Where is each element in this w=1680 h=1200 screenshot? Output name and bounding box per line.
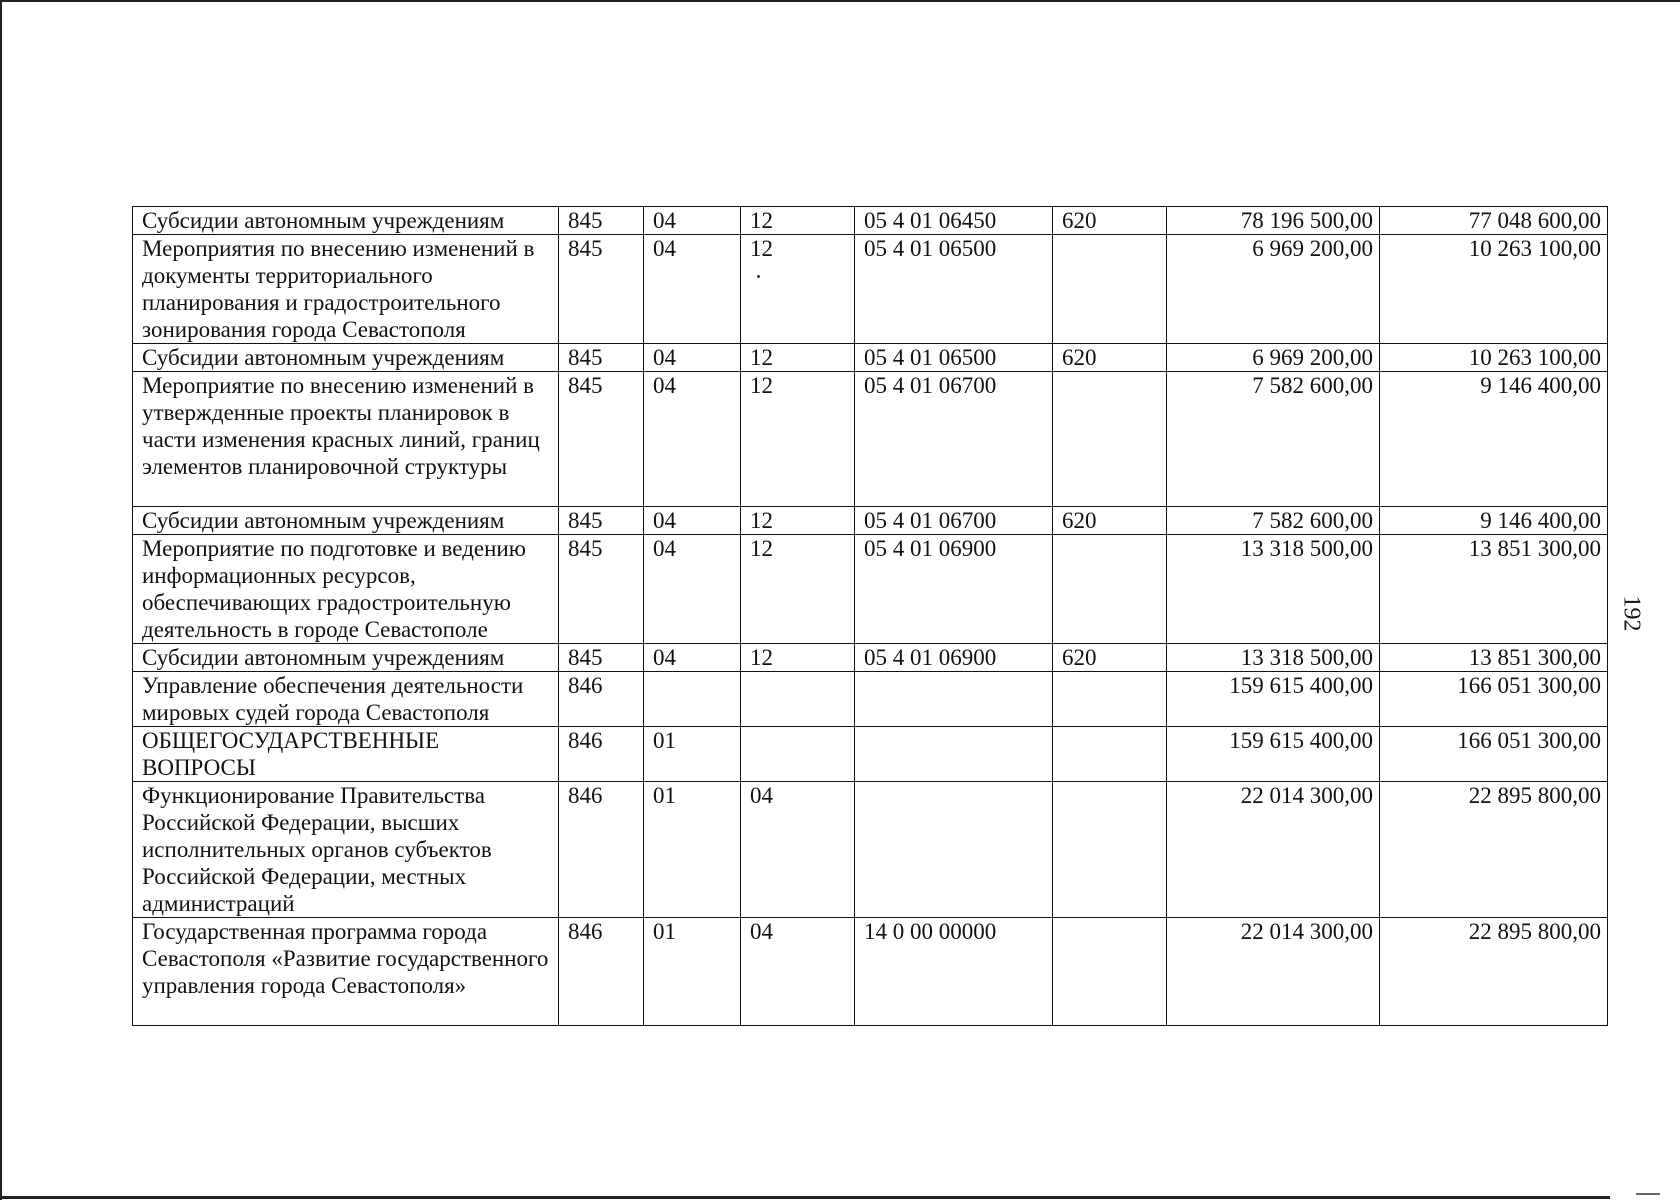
cell-sum2: 22 895 800,00: [1380, 918, 1608, 1026]
cell-sum2: 166 051 300,00: [1380, 672, 1608, 727]
table-row: [133, 727, 1608, 782]
cell-vr: [1053, 727, 1167, 782]
cell-name: Субсидии автономным учреждениям: [133, 207, 559, 235]
cell-sum1: 7 582 600,00: [1167, 507, 1380, 535]
cell-ved: 846: [559, 782, 644, 918]
cell-csr: 14 0 00 00000: [855, 918, 1053, 1026]
cell-pr: 12: [741, 207, 855, 235]
cell-ved: 845: [559, 235, 644, 344]
cell-sum2: 9 146 400,00: [1380, 507, 1608, 535]
cell-pr: 12: [741, 344, 855, 372]
cell-rz: 04: [644, 507, 741, 535]
cell-pr: 12: [741, 535, 855, 644]
table-row: [133, 344, 1608, 372]
cell-ved: 845: [559, 644, 644, 672]
cell-vr: 620: [1053, 344, 1167, 372]
cell-csr: [855, 727, 1053, 782]
table-row: [133, 372, 1608, 507]
cell-rz: 04: [644, 344, 741, 372]
cell-csr: 05 4 01 06900: [855, 535, 1053, 644]
cell-sum2: 13 851 300,00: [1380, 535, 1608, 644]
table-row: [133, 507, 1608, 535]
cell-rz: 01: [644, 918, 741, 1026]
cell-name: Функционирование Правительства Российской Федерации, высших исполнительных органов субъектов Российской Федерации, местных администраций: [133, 782, 559, 918]
cell-csr: 05 4 01 06450: [855, 207, 1053, 235]
table-row: [133, 918, 1608, 1026]
cell-sum1: 6 969 200,00: [1167, 344, 1380, 372]
cell-sum1: 78 196 500,00: [1167, 207, 1380, 235]
cell-sum1: 7 582 600,00: [1167, 372, 1380, 507]
table-row: [133, 672, 1608, 727]
cell-sum2: 10 263 100,00: [1380, 235, 1608, 344]
cell-name: Мероприятие по подготовке и ведению информационных ресурсов, обеспечивающих градостроительную деятельность в городе Севастополе: [133, 535, 559, 644]
cell-ved: 845: [559, 344, 644, 372]
cell-vr: 620: [1053, 207, 1167, 235]
cell-sum1: 22 014 300,00: [1167, 918, 1380, 1026]
cell-pr: 12: [741, 372, 855, 507]
budget-table-body: [133, 207, 1608, 1026]
cell-sum1: 159 615 400,00: [1167, 727, 1380, 782]
cell-pr: 04: [741, 918, 855, 1026]
cell-sum1: 6 969 200,00: [1167, 235, 1380, 344]
cell-name: Субсидии автономным учреждениям: [133, 644, 559, 672]
table-row: [133, 207, 1608, 235]
cell-csr: 05 4 01 06900: [855, 644, 1053, 672]
cell-csr: 05 4 01 06700: [855, 507, 1053, 535]
cell-vr: [1053, 372, 1167, 507]
cell-csr: [855, 782, 1053, 918]
cell-csr: 05 4 01 06700: [855, 372, 1053, 507]
cell-pr: [741, 672, 855, 727]
cell-rz: 04: [644, 207, 741, 235]
cell-sum1: 22 014 300,00: [1167, 782, 1380, 918]
cell-name: Мероприятие по внесению изменений в утвержденные проекты планировок в части изменения красных линий, границ элементов планировочной структуры: [133, 372, 559, 507]
cell-rz: 04: [644, 644, 741, 672]
budget-table: [132, 206, 1608, 1026]
cell-csr: 05 4 01 06500: [855, 344, 1053, 372]
scan-border-bottom: [0, 1196, 1610, 1199]
cell-csr: [855, 672, 1053, 727]
cell-name: Управление обеспечения деятельности мировых судей города Севастополя: [133, 672, 559, 727]
table-row: [133, 782, 1608, 918]
cell-sum2: 10 263 100,00: [1380, 344, 1608, 372]
scan-border-top: [0, 0, 1680, 2]
cell-vr: [1053, 535, 1167, 644]
cell-vr: [1053, 672, 1167, 727]
cell-rz: 01: [644, 782, 741, 918]
cell-name: Мероприятия по внесению изменений в документы территориального планирования и градостроительного зонирования города Севастополя: [133, 235, 559, 344]
cell-rz: 04: [644, 535, 741, 644]
cell-sum2: 9 146 400,00: [1380, 372, 1608, 507]
table-row: [133, 644, 1608, 672]
cell-ved: 846: [559, 727, 644, 782]
cell-name: Субсидии автономным учреждениям: [133, 507, 559, 535]
cell-vr: [1053, 235, 1167, 344]
cell-sum1: 13 318 500,00: [1167, 535, 1380, 644]
cell-pr: 04: [741, 782, 855, 918]
cell-pr: [741, 727, 855, 782]
cell-pr: 12: [741, 644, 855, 672]
cell-name: ОБЩЕГОСУДАРСТВЕННЫЕ ВОПРОСЫ: [133, 727, 559, 782]
cell-sum2: 22 895 800,00: [1380, 782, 1608, 918]
cell-sum1: 159 615 400,00: [1167, 672, 1380, 727]
page-number: 192: [1618, 595, 1645, 632]
scan-mark: [1636, 1193, 1660, 1195]
cell-pr: 12: [741, 507, 855, 535]
cell-rz: 04: [644, 235, 741, 344]
cell-ved: 845: [559, 372, 644, 507]
cell-sum2: 13 851 300,00: [1380, 644, 1608, 672]
scan-speck: [757, 275, 760, 278]
table-row: [133, 235, 1608, 344]
cell-csr: 05 4 01 06500: [855, 235, 1053, 344]
scan-border-left: [0, 0, 2, 1200]
cell-vr: 620: [1053, 644, 1167, 672]
cell-sum2: 77 048 600,00: [1380, 207, 1608, 235]
cell-name: Субсидии автономным учреждениям: [133, 344, 559, 372]
cell-ved: 845: [559, 535, 644, 644]
cell-sum1: 13 318 500,00: [1167, 644, 1380, 672]
cell-vr: 620: [1053, 507, 1167, 535]
table-row: [133, 535, 1608, 644]
cell-ved: 846: [559, 672, 644, 727]
cell-rz: [644, 672, 741, 727]
cell-vr: [1053, 918, 1167, 1026]
cell-rz: 01: [644, 727, 741, 782]
cell-vr: [1053, 782, 1167, 918]
cell-ved: 846: [559, 918, 644, 1026]
cell-name: Государственная программа города Севастополя «Развитие государственного управления города Севастополя»: [133, 918, 559, 1026]
cell-pr: 12: [741, 235, 855, 344]
cell-ved: 845: [559, 507, 644, 535]
cell-sum2: 166 051 300,00: [1380, 727, 1608, 782]
cell-ved: 845: [559, 207, 644, 235]
cell-rz: 04: [644, 372, 741, 507]
